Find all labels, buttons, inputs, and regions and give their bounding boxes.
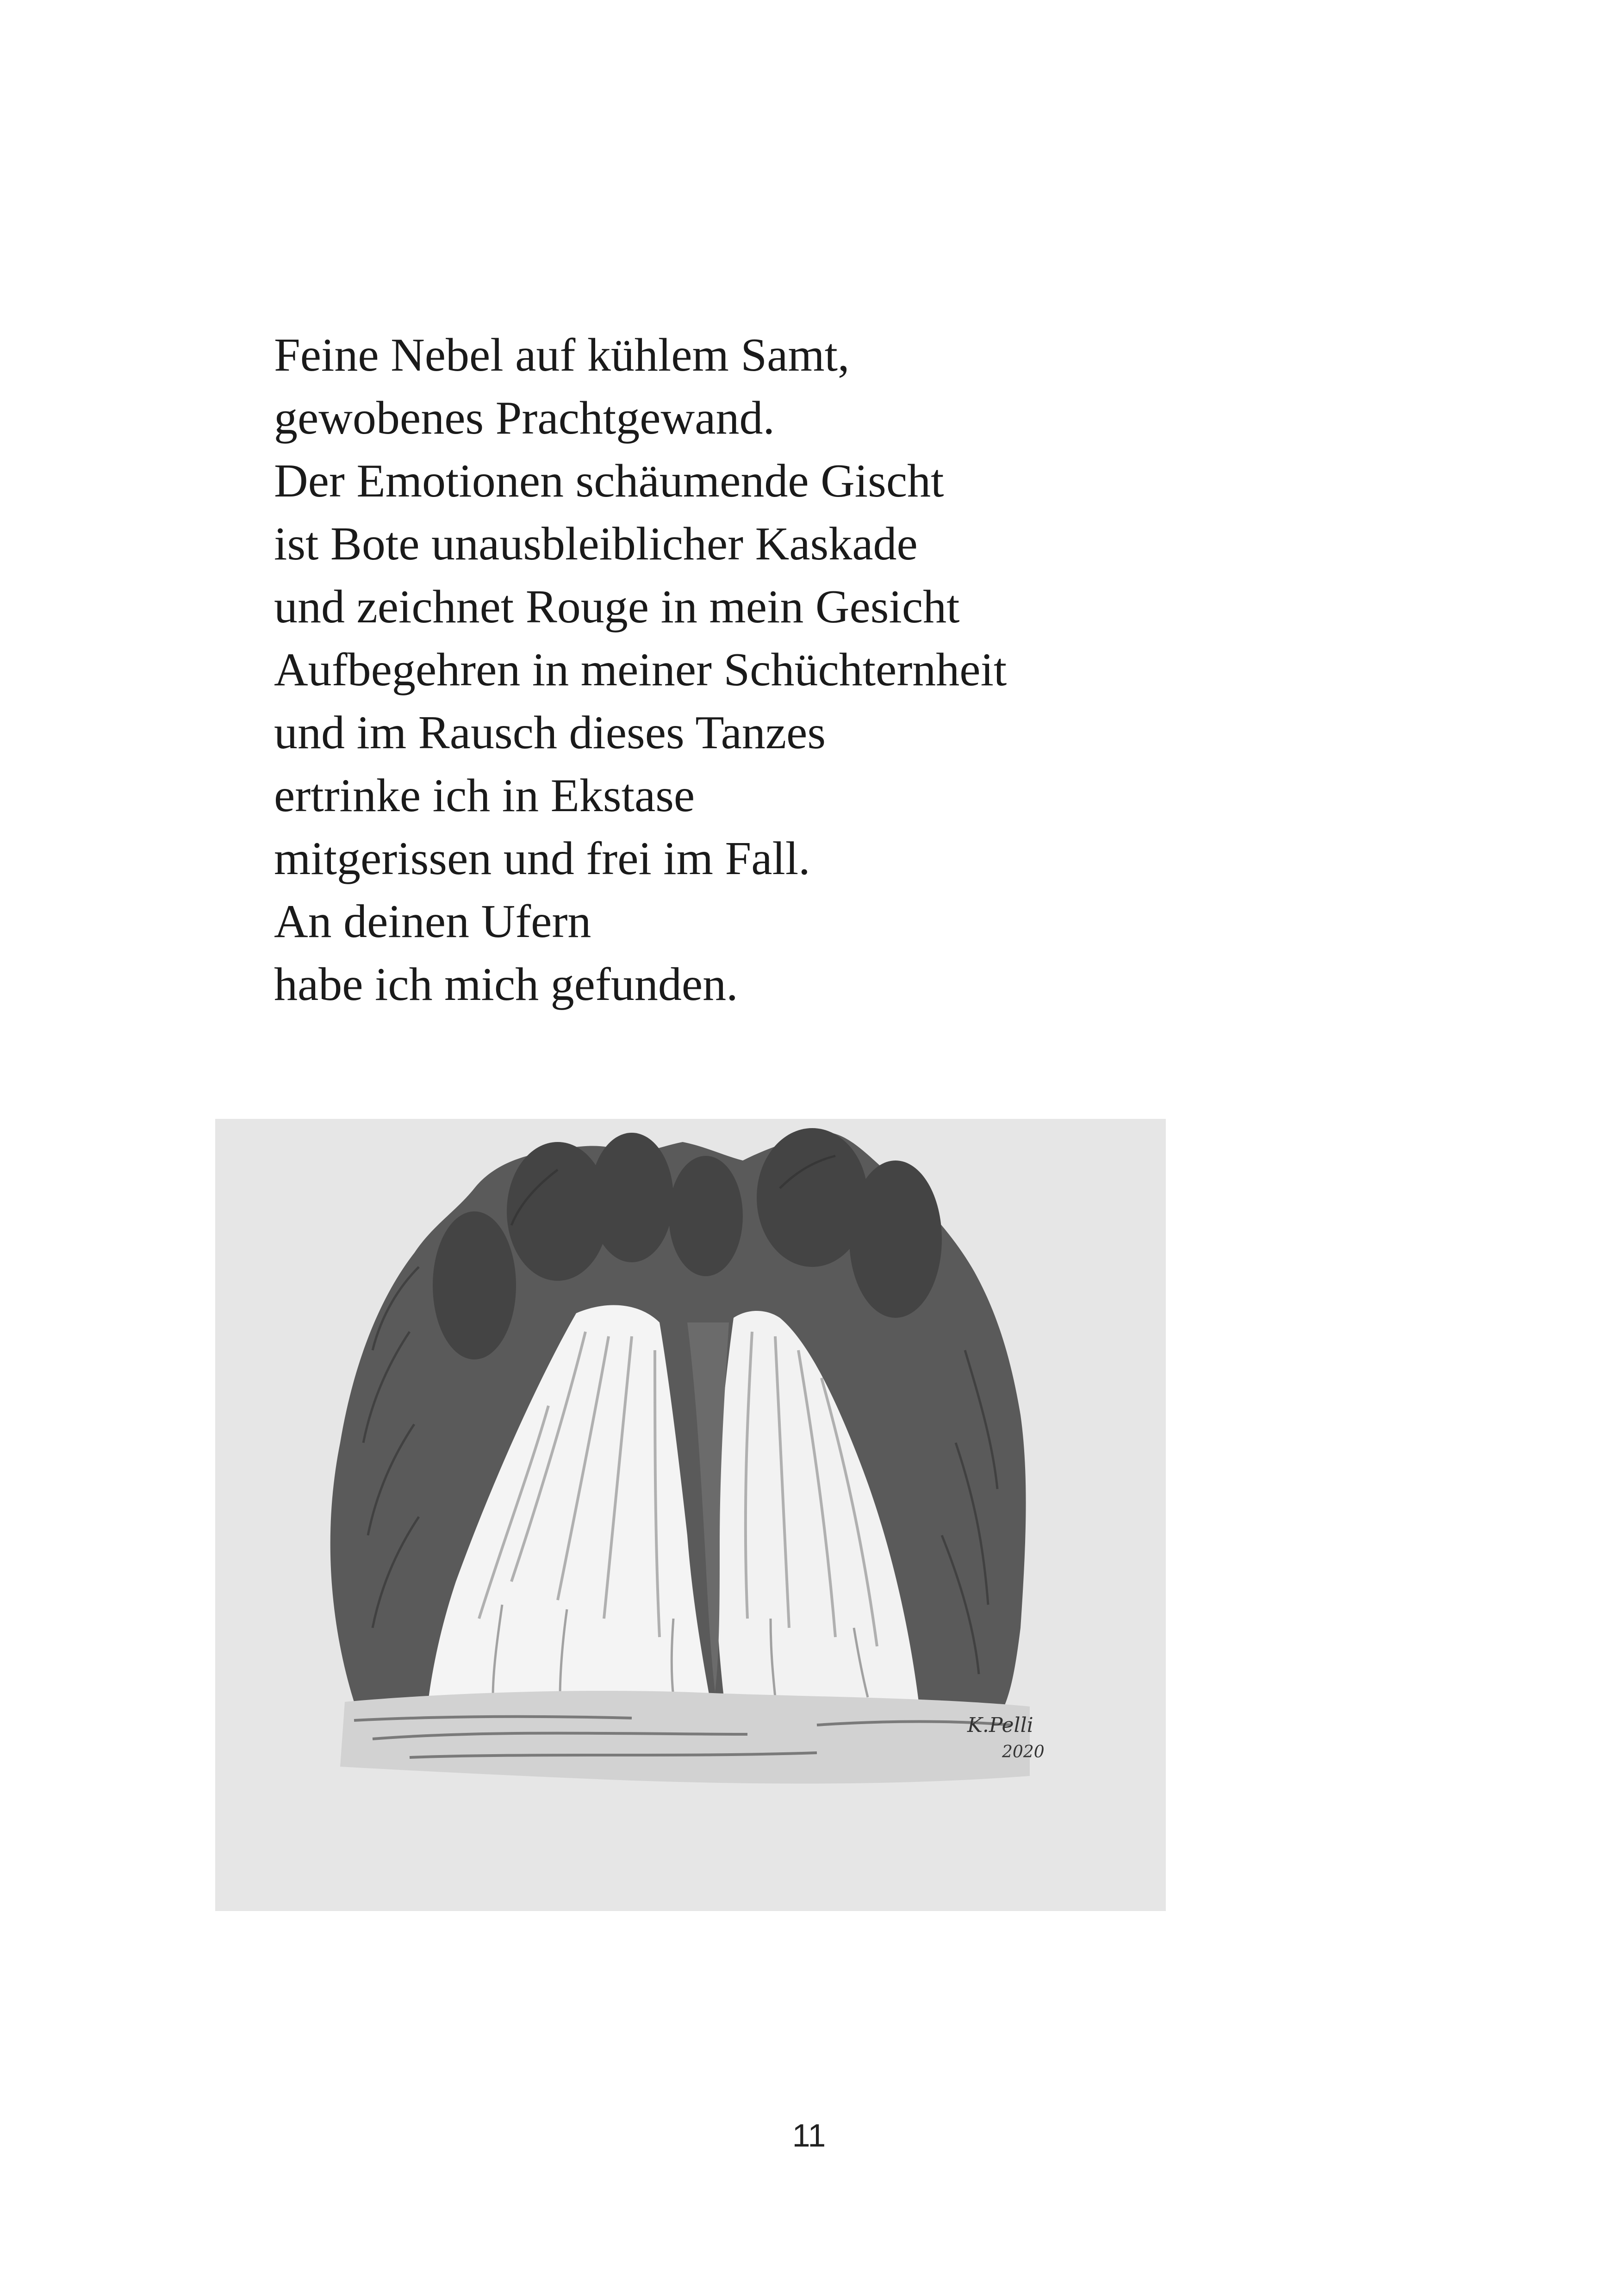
signature-year: 2020 — [1002, 1743, 1045, 1762]
poem-line: gewobenes Prachtgewand. — [274, 392, 775, 444]
poem-line: ist Bote unausbleiblicher Kaskade — [274, 518, 918, 570]
pool — [340, 1691, 1030, 1783]
poem-line: und zeichnet Rouge in mein Gesicht — [274, 581, 960, 633]
poem-line: Aufbegehren in meiner Schüchternheit — [274, 644, 1007, 696]
poem-line: Feine Nebel auf kühlem Samt, — [274, 329, 850, 381]
page-number: 11 — [792, 2117, 826, 2153]
poem-line: ertrinke ich in Ekstase — [274, 769, 695, 822]
poem-line: habe ich mich gefunden. — [274, 958, 738, 1011]
poem-line: und im Rausch dieses Tanzes — [274, 707, 826, 759]
poem — [274, 324, 1246, 1016]
poem-line: Der Emotionen schäumende Gischt — [274, 455, 944, 507]
poem-line: mitgerissen und frei im Fall. — [274, 832, 810, 885]
waterfall-sketch-svg — [215, 1119, 1166, 1911]
poem-line: An deinen Ufern — [274, 895, 591, 948]
waterfall-drawing — [215, 1119, 1166, 1911]
signature: K.Pelli — [967, 1713, 1033, 1737]
